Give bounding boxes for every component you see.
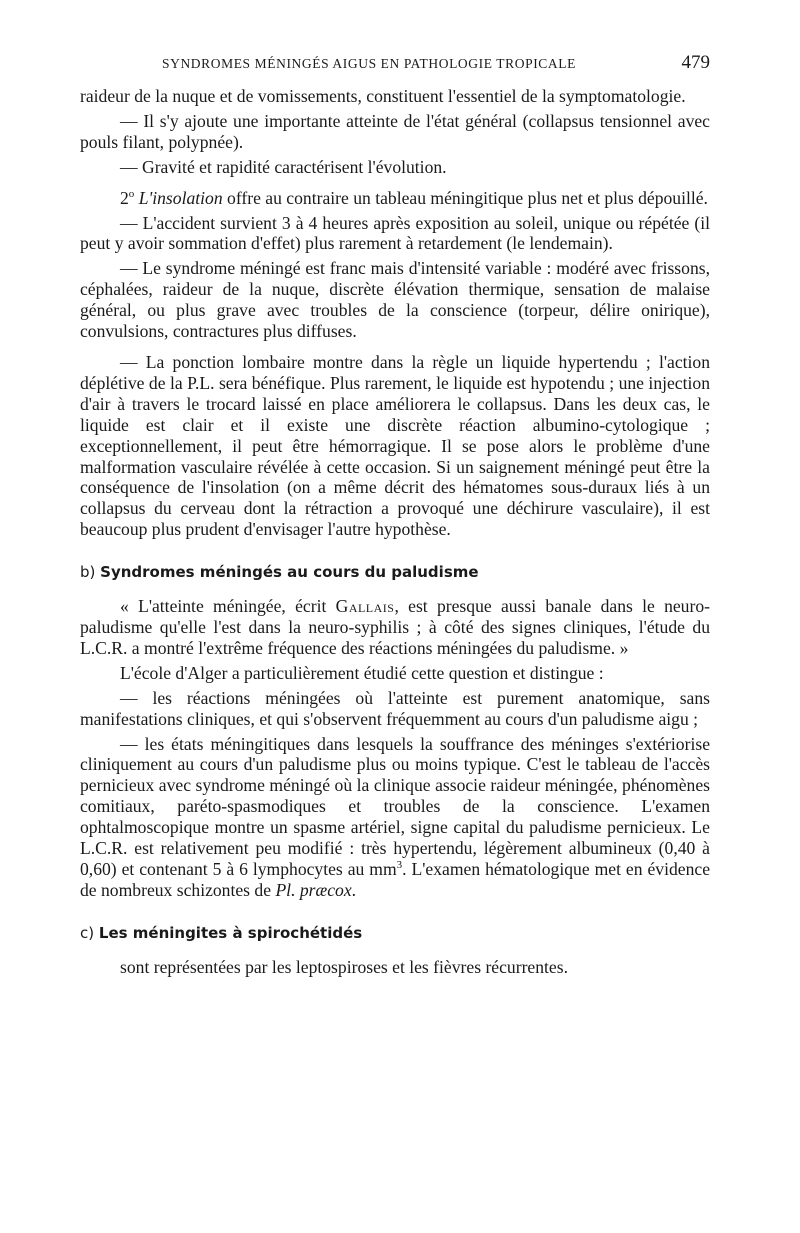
page-number: 479 xyxy=(681,52,710,73)
section-heading-c xyxy=(80,923,710,943)
paragraph: — L'accident survient 3 à 4 heures après exposition au soleil, unique ou répétée (il peut y avoir sommation d'effet) plus rarement à retardement (le lendemain). xyxy=(80,212,710,254)
paragraph: — Le syndrome méningé est franc mais d'intensité variable : modéré avec frissons, céphalées, raideur de la nuque, discrète élévation thermique, sensation de malaise général, ou plus grave avec troubles de la conscience (torpeur, délire onirique), convulsions, contractures plus diffuses. xyxy=(80,258,710,342)
paragraph-text: . L'examen hématologique met en évidence de nombreux schizontes de xyxy=(80,859,710,900)
paragraph: — Gravité et rapidité caractérisent l'évolution. xyxy=(120,156,447,177)
list-number: 2 xyxy=(120,187,129,208)
section-title: Les méningites à spirochétidés xyxy=(98,923,363,942)
paragraph-text: offre au contraire un tableau méningitique plus net et plus dépouillé. xyxy=(222,187,708,208)
section-title: Syndromes méningés au cours du paludisme xyxy=(100,563,479,582)
paragraph-text: — les états méningitiques dans lesquels la souffrance des méninges s'extériorise cliniquement au cours d'un paludisme plus ou moins typique. C'est le tableau de l'accès pernicieux avec syndrome méningé où la clinique associe raideur méningée, phénomènes comitiaux, paréto-spasmodiques et troubles de la conscience. L'examen ophtalmoscopique montre un spasme artériel, signe capital du paludisme pernicieux. Le L.C.R. est relativement peu modifié : très hypertendu, légèrement albumineux (0,40 à 0,60) et contenant 5 à 6 lymphocytes au mm xyxy=(80,733,710,879)
italic-species: Pl. præcox xyxy=(275,879,352,900)
running-title: SYNDROMES MÉNINGÉS AIGUS EN PATHOLOGIE TROPICALE xyxy=(162,56,576,71)
paragraph-etats xyxy=(80,734,710,901)
paragraph-quote xyxy=(80,596,710,659)
body-text xyxy=(80,86,710,978)
italic-term: L'insolation xyxy=(138,187,223,208)
author-name: Gallais xyxy=(335,596,395,617)
paragraph-text: , est presque aussi banale dans le neuro-paludisme qu'elle l'est dans la neuro-syphilis ; à côté des signes cliniques, l'étude du L.C.R. a montré l'extrême fréquence des réactions méningées du paludisme. » xyxy=(80,596,710,658)
unit-superscript: 3 xyxy=(396,859,403,872)
paragraph: sont représentées par les leptospiroses et les fièvres récurrentes. xyxy=(120,956,568,977)
ordinal-superscript: o xyxy=(128,187,135,200)
paragraph: — Il s'y ajoute une importante atteinte de l'état général (collapsus tensionnel avec pouls filant, polypnée). xyxy=(80,110,710,152)
paragraph-text: . xyxy=(351,879,357,900)
section-heading-b xyxy=(80,562,710,582)
paragraph: raideur de la nuque et de vomissements, constituent l'essentiel de la symptomatologie. xyxy=(80,86,686,106)
paragraph-insolation xyxy=(80,188,710,209)
section-letter: b) xyxy=(80,563,96,582)
paragraph-text: « L'atteinte méningée, écrit xyxy=(120,596,336,617)
paragraph: — La ponction lombaire montre dans la règle un liquide hypertendu ; l'action déplétive de la P.L. sera bénéfique. Plus rarement, le liquide est hypotendu ; une injection d'air à travers le trocard laissé en place améliorera le collapsus. Dans les deux cas, le liquide est clair et il existe une discrète réaction albumino-cytologique ; exceptionnellement, il peut être hémorragique. Il se pose alors le problème d'une malformation vasculaire révélée à cette occasion. Si un saignement méningé peut être la conséquence de l'insolation (on a même décrit des hématomes sous-duraux liés à un collapsus du cerveau dont la rétraction a provoqué une déchirure vasculaire), il est beaucoup plus prudent d'envisager l'autre hypothèse. xyxy=(80,351,710,540)
paragraph: L'école d'Alger a particulièrement étudié cette question et distingue : xyxy=(120,662,604,683)
page-header xyxy=(80,52,710,76)
paragraph: — les réactions méningées où l'atteinte est purement anatomique, sans manifestations cliniques, et qui s'observent fréquemment au cours d'un paludisme aigu ; xyxy=(80,687,710,729)
section-letter: c) xyxy=(80,923,95,942)
